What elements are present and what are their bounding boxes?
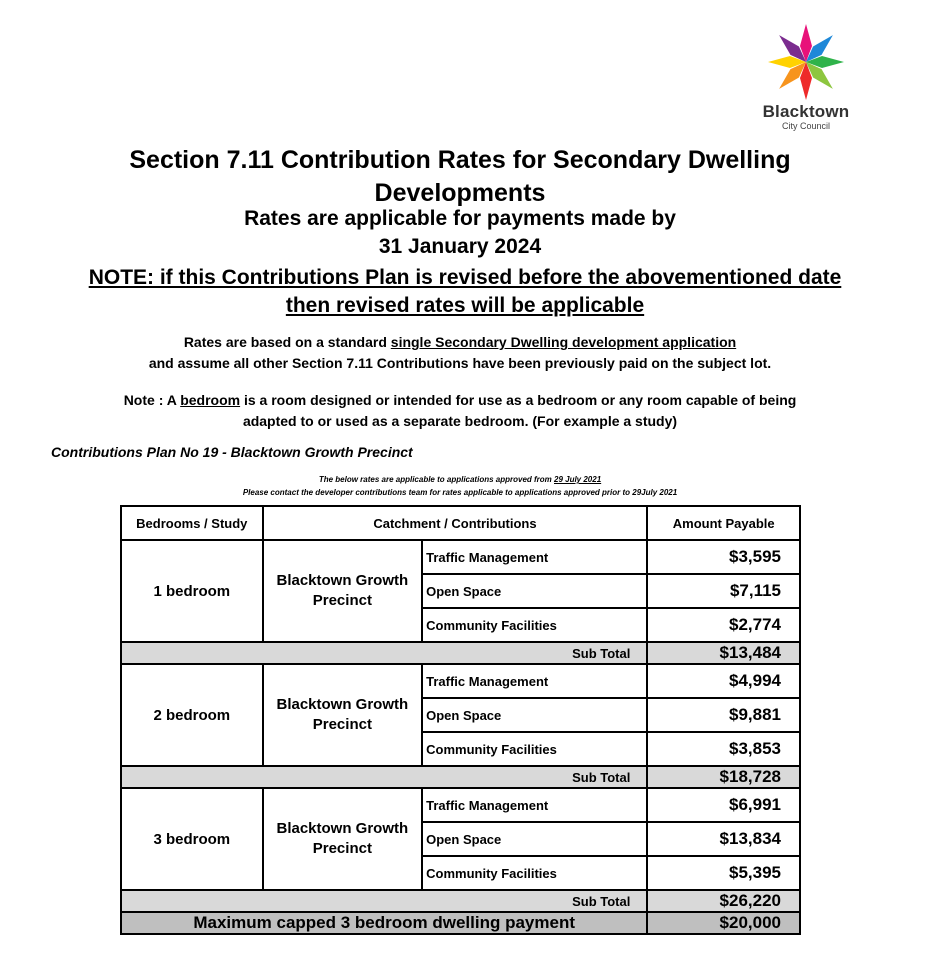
subtotal-label: Sub Total xyxy=(121,766,647,788)
header-amount: Amount Payable xyxy=(647,506,800,540)
plan-title: Contributions Plan No 19 - Blacktown Growth Precinct xyxy=(51,444,413,460)
contribution-label: Open Space xyxy=(422,698,647,732)
contribution-label: Community Facilities xyxy=(422,856,647,890)
contribution-label: Community Facilities xyxy=(422,608,647,642)
note-line-2: then revised rates will be applicable xyxy=(285,294,645,317)
table-header-row xyxy=(121,506,800,540)
logo-subtitle: City Council xyxy=(781,121,830,131)
table-row xyxy=(121,664,800,698)
subtotal-value: $13,484 xyxy=(647,642,800,664)
capped-payment-value: $20,000 xyxy=(647,912,800,934)
bedroom-note-suffix: is a room designed or intended for use as a bedroom or any room capable of being xyxy=(240,392,797,408)
amount-cell: $7,115 xyxy=(647,574,800,608)
blacktown-logo xyxy=(754,20,858,134)
rates-basis-paragraph xyxy=(30,332,890,374)
bedroom-cell: 1 bedroom xyxy=(121,540,263,642)
subtotal-row xyxy=(121,766,800,788)
bedroom-cell: 3 bedroom xyxy=(121,788,263,890)
table-row xyxy=(121,788,800,822)
header-bedrooms: Bedrooms / Study xyxy=(121,506,263,540)
rates-line-2: 31 January 2024 xyxy=(378,235,542,258)
subtotal-row xyxy=(121,642,800,664)
approval-note-1 xyxy=(100,475,820,484)
amount-cell: $13,834 xyxy=(647,822,800,856)
amount-cell: $3,853 xyxy=(647,732,800,766)
page-title: Section 7.11 Contribution Rates for Secondary Dwelling Developments xyxy=(129,146,791,207)
logo-name: Blacktown xyxy=(762,102,850,121)
amount-cell: $5,395 xyxy=(647,856,800,890)
bedroom-note-underlined: bedroom xyxy=(180,392,241,408)
subtotal-value: $18,728 xyxy=(647,766,800,788)
rates-line-1: Rates are applicable for payments made by xyxy=(244,207,676,230)
star-logo-icon xyxy=(754,20,858,102)
amount-cell: $6,991 xyxy=(647,788,800,822)
approval-note-date: 29 July 2021 xyxy=(554,475,602,484)
note-line-1: NOTE: if this Contributions Plan is revised before the abovementioned date xyxy=(88,266,842,289)
rates-table xyxy=(120,505,801,935)
catchment-cell: Blacktown Growth Precinct xyxy=(263,664,423,766)
bedroom-note-paragraph xyxy=(30,390,890,432)
bedroom-cell: 2 bedroom xyxy=(121,664,263,766)
subtotal-label: Sub Total xyxy=(121,890,647,912)
amount-cell: $3,595 xyxy=(647,540,800,574)
contribution-label: Open Space xyxy=(422,822,647,856)
capped-payment-label: Maximum capped 3 bedroom dwelling payment xyxy=(121,912,647,934)
bedroom-note-prefix: Note : A xyxy=(123,392,181,408)
contribution-label: Traffic Management xyxy=(422,540,647,574)
subtotal-label: Sub Total xyxy=(121,642,647,664)
amount-cell: $4,994 xyxy=(647,664,800,698)
amount-cell: $9,881 xyxy=(647,698,800,732)
capped-payment-row xyxy=(121,912,800,934)
rates-basis-line2: and assume all other Section 7.11 Contributions have been previously paid on the subject lot. xyxy=(148,355,772,371)
table-row xyxy=(121,540,800,574)
amount-cell: $2,774 xyxy=(647,608,800,642)
catchment-cell: Blacktown Growth Precinct xyxy=(263,788,423,890)
contribution-label: Traffic Management xyxy=(422,788,647,822)
header-catchment: Catchment / Contributions xyxy=(263,506,648,540)
approval-note-prefix: The below rates are applicable to applications approved from xyxy=(318,475,554,484)
bedroom-note-line2: adapted to or used as a separate bedroom. (For example a study) xyxy=(242,413,678,429)
contribution-label: Community Facilities xyxy=(422,732,647,766)
subtotal-value: $26,220 xyxy=(647,890,800,912)
rates-basis-underlined: single Secondary Dwelling development application xyxy=(390,334,737,350)
contribution-label: Open Space xyxy=(422,574,647,608)
approval-note-2: Please contact the developer contributions team for rates applicable to applications approved prior to 29July 2021 xyxy=(242,488,678,497)
catchment-cell: Blacktown Growth Precinct xyxy=(263,540,423,642)
rates-basis-prefix: Rates are based on a standard xyxy=(183,334,391,350)
contribution-label: Traffic Management xyxy=(422,664,647,698)
subtotal-row xyxy=(121,890,800,912)
